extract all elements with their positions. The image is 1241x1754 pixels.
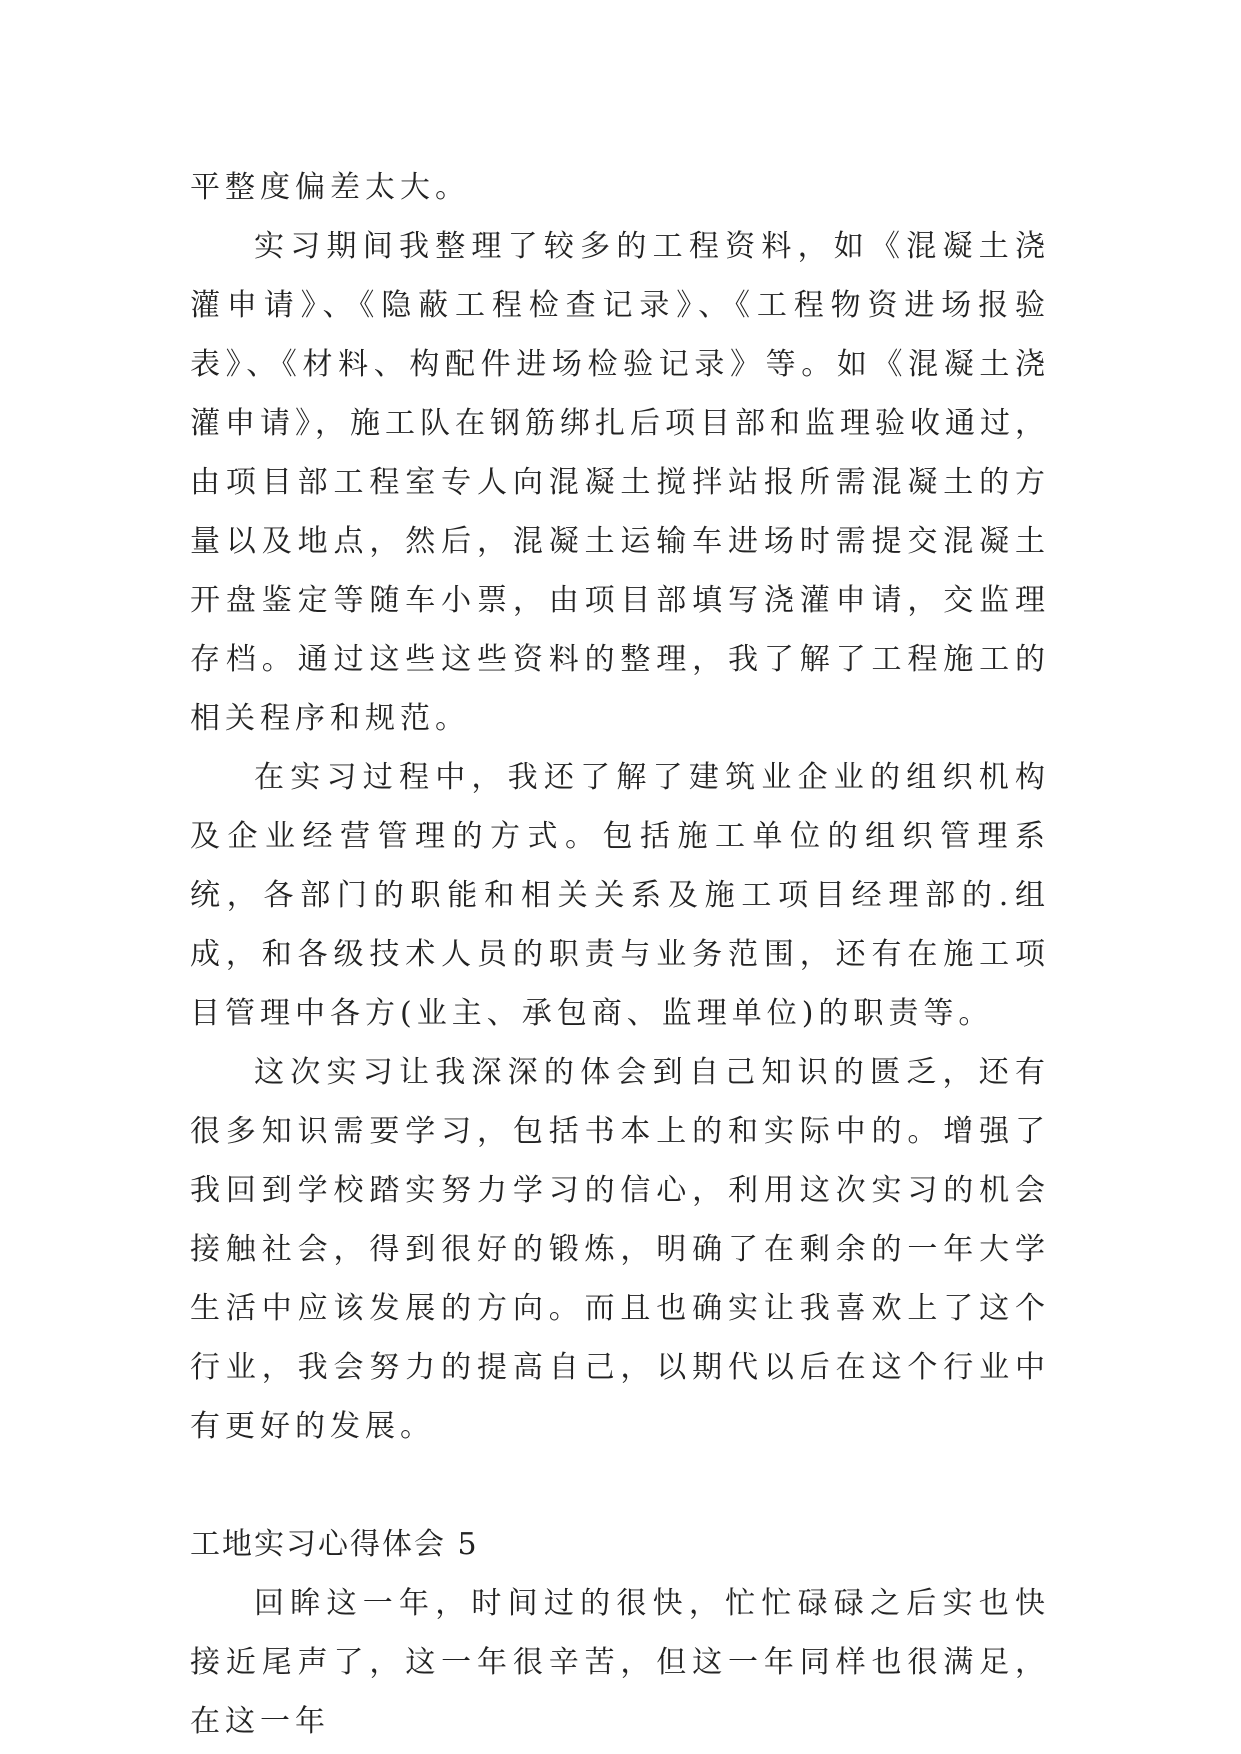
- section-paragraph: 回眸这一年，时间过的很快，忙忙碌碌之后实也快接近尾声了，这一年很辛苦，但这一年同样也很满足，在这一年: [190, 1586, 1050, 1739]
- document-page: [190, 158, 1050, 1751]
- paragraph-continuation: 平整度偏差太大。: [190, 170, 470, 205]
- paragraph-reflection: 这次实习让我深深的体会到自己知识的匮乏，还有很多知识需要学习，包括书本上的和实际中的。增强了我回到学校踏实努力学习的信心，利用这次实习的机会接触社会，得到很好的锻炼，明确了在剩余的一年大学生活中应该发展的方向。而且也确实让我喜欢上了这个行业，我会努力的提高自己，以期代以后在这个行业中有更好的发展。: [190, 1055, 1050, 1444]
- paragraph-organization: 在实习过程中，我还了解了建筑业企业的组织机构及企业经营管理的方式。包括施工单位的组织管理系统，各部门的职能和相关关系及施工项目经理部的.组成，和各级技术人员的职责与业务范围，还有在施工项目管理中各方(业主、承包商、监理单位)的职责等。: [190, 760, 1050, 1031]
- paragraph-engineering-documents: 实习期间我整理了较多的工程资料，如《混凝土浇灌申请》、《隐蔽工程检查记录》、《工程物资进场报验表》、《材料、构配件进场检验记录》等。如《混凝土浇灌申请》，施工队在钢筋绑扎后项目部和监理验收通过，由项目部工程室专人向混凝土搅拌站报所需混凝土的方量以及地点，然后，混凝土运输车进场时需提交混凝土开盘鉴定等随车小票，由项目部填写浇灌申请，交监理存档。通过这些这些资料的整理，我了解了工程施工的相关程序和规范。: [190, 229, 1050, 736]
- section-title: 工地实习心得体会 5: [190, 1527, 479, 1562]
